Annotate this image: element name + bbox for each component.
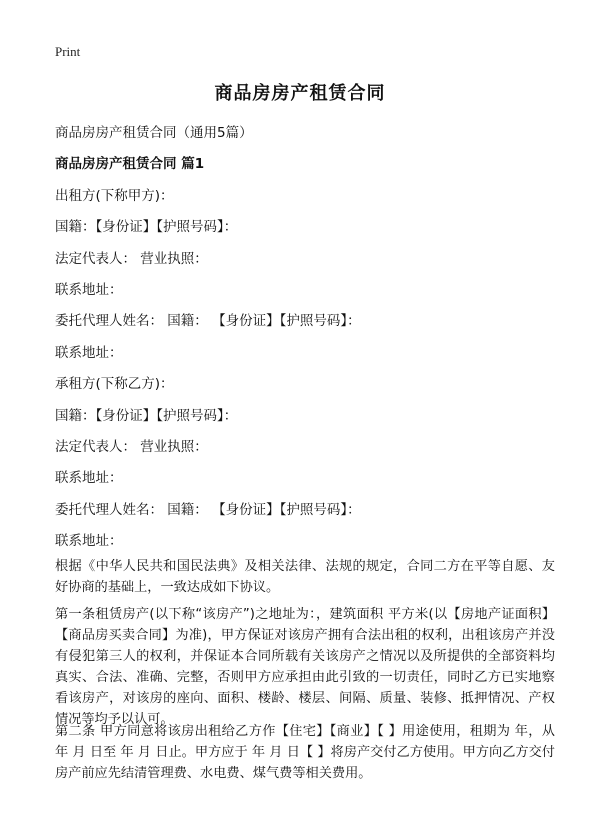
section-heading: 商品房房产租赁合同 篇1 (55, 156, 205, 172)
article-2-paragraph: 第二条 甲方同意将该房出租给乙方作【住宅】【商业】【 】用途使用，租期为 年，从 年 月 日至 年 月 日止。甲方应于 年 月 日【 】将房产交付乙方使用。甲方向乙方交付房产前应先结清管理费、水电费、煤气费等相关费用。 (55, 724, 555, 781)
lessee-agent-line: 委托代理人姓名： 国籍： 【身份证】【护照号码】： (55, 502, 361, 518)
lessor-agent-line: 委托代理人姓名： 国籍： 【身份证】【护照号码】： (55, 313, 361, 329)
lessor-label: 出租方(下称甲方)： (55, 188, 174, 204)
lessor-agent-address-line: 联系地址： (55, 345, 123, 361)
lessee-agent-address-line: 联系地址： (55, 533, 123, 549)
article-1-paragraph: 第一条租赁房产(以下称“该房产”)之地址为：，建筑面积 平方米(以【房地产证面积】【商品房买卖合同】为准)，甲方保证对该房产拥有合法出租的权利，出租该房产并没有侵犯第三人的权利，并保证本合同所载有关该房产之情况以及所提供的全部资料均真实、合法、准确、完整，否则甲方应承担由此引致的一切责任，同时乙方已实地察看该房产，对该房的座向、面积、楼龄、楼层、间隔、质量、装修、抵押情况、产权情况等均予以认可。 (55, 607, 555, 727)
print-link[interactable]: Print (55, 44, 81, 59)
lessor-representative-line: 法定代表人： 营业执照： (55, 251, 208, 267)
lessor-nationality-line: 国籍：【身份证】【护照号码】： (55, 219, 238, 235)
lessor-address-line: 联系地址： (55, 282, 123, 298)
lessee-label: 承租方(下称乙方)： (55, 376, 174, 392)
lessee-address-line: 联系地址： (55, 470, 123, 486)
preamble-paragraph: 根据《中华人民共和国民法典》及相关法律、法规的规定，合同二方在平等自愿、友好协商的基础上，一致达成如下协议。 (55, 559, 555, 595)
document-subtitle: 商品房房产租赁合同（通用5篇） (55, 125, 253, 141)
document-title: 商品房房产租赁合同 (214, 83, 386, 104)
lessee-representative-line: 法定代表人： 营业执照： (55, 439, 208, 455)
lessee-nationality-line: 国籍：【身份证】【护照号码】： (55, 408, 238, 424)
